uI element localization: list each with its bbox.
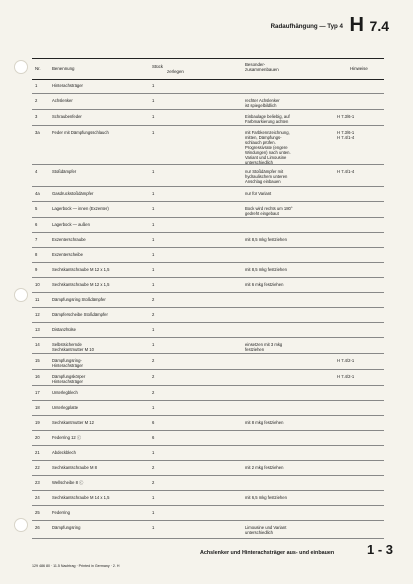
part-quantity: 1 xyxy=(152,222,155,227)
part-name: Sechskantschraube M 8 xyxy=(52,465,97,470)
part-quantity: 1 xyxy=(152,405,155,410)
part-name: Federring xyxy=(52,510,70,515)
table-row xyxy=(32,416,384,431)
table-row xyxy=(32,491,384,506)
part-remark: mit 6,5 mkg festziehen xyxy=(245,495,287,500)
row-number: 3a xyxy=(35,130,40,135)
part-name: Lagerbock — innen (Exzenter) xyxy=(52,206,109,211)
col-disassemble: zerlegen xyxy=(167,69,184,74)
part-quantity: 1 xyxy=(152,342,155,347)
row-number: 26 xyxy=(35,525,40,530)
part-name: Wellscheibe 8 ⓒ xyxy=(52,480,84,485)
section-code xyxy=(350,14,389,37)
part-quantity: 1 xyxy=(152,83,155,88)
col-nr: Nr. xyxy=(35,66,41,71)
row-number: 5 xyxy=(35,206,38,211)
part-reference: H 7.4/2-1 xyxy=(337,358,355,363)
table-row xyxy=(32,233,384,248)
part-reference: H 7.4/2-1 xyxy=(337,374,355,379)
punch-hole-bottom xyxy=(14,518,28,532)
row-number: 10 xyxy=(35,282,40,287)
row-number: 21 xyxy=(35,450,40,455)
table-row xyxy=(32,521,384,539)
row-number: 2 xyxy=(35,98,38,103)
table-row xyxy=(32,187,384,202)
part-name: Federring 12 ⓒ xyxy=(52,435,82,440)
part-quantity: 1 xyxy=(152,510,155,515)
imprint: 129 486 80 · 11.5 Nachtrag · Printed in Germany · 2. H xyxy=(32,564,120,568)
header-title: Radaufhängung — Typ 4 xyxy=(270,23,343,30)
part-name: Dämpfungskörper Hinterachsträger xyxy=(52,374,86,384)
row-number: 7 xyxy=(35,237,38,242)
row-number: 18 xyxy=(35,405,40,410)
table-header xyxy=(32,58,384,80)
table-row xyxy=(32,308,384,323)
table-row xyxy=(32,386,384,401)
part-remark: mit 8,5 mkg festziehen xyxy=(245,237,287,242)
row-number: 23 xyxy=(35,480,40,485)
part-quantity: 1 xyxy=(152,267,155,272)
punch-hole-top xyxy=(14,60,28,74)
part-quantity: 2 xyxy=(152,480,155,485)
table-row xyxy=(32,218,384,233)
col-notes: Hinweise xyxy=(350,66,368,71)
row-number: 4a xyxy=(35,191,40,196)
punch-hole-middle xyxy=(14,288,28,302)
part-quantity: 2 xyxy=(152,465,155,470)
part-quantity: 1 xyxy=(152,327,155,332)
table-row xyxy=(32,370,384,386)
part-name: Sechskantschraube M 12 x 1,5 xyxy=(52,267,110,272)
row-number: 24 xyxy=(35,495,40,500)
row-number: 20 xyxy=(35,435,40,440)
table-row xyxy=(32,126,384,165)
part-remark: nur für Variant xyxy=(245,191,272,196)
row-number: 4 xyxy=(35,169,38,174)
part-name: Gasdruckstoßdämpfer xyxy=(52,191,94,196)
part-name: Unterlegblech xyxy=(52,390,78,395)
part-quantity: 1 xyxy=(152,169,155,174)
row-number: 17 xyxy=(35,390,40,395)
part-remark: Limousine und Variant unterschiedlich xyxy=(245,525,287,535)
table-row xyxy=(32,338,384,354)
part-remark: rechter Achslenker ist spiegelbildlich xyxy=(245,98,280,108)
part-name: Feder mit Dämpfungsschlauch xyxy=(52,130,109,135)
row-number: 14 xyxy=(35,342,40,347)
row-number: 9 xyxy=(35,267,38,272)
part-quantity: 1 xyxy=(152,525,155,530)
table-row xyxy=(32,94,384,110)
row-number: 25 xyxy=(35,510,40,515)
table-row xyxy=(32,165,384,187)
part-reference: H 7.3/6-1 xyxy=(337,114,355,119)
table-row xyxy=(32,446,384,461)
row-number: 12 xyxy=(35,312,40,317)
part-quantity: 1 xyxy=(152,191,155,196)
row-number: 8 xyxy=(35,252,38,257)
table-row xyxy=(32,248,384,263)
part-quantity: 2 xyxy=(152,358,155,363)
part-quantity: 2 xyxy=(152,312,155,317)
part-remark: mit 8,5 mkg festziehen xyxy=(245,267,287,272)
part-name: Sechskantschraube M 12 x 1,5 xyxy=(52,282,110,287)
part-reference: H 7.4/1-4 xyxy=(337,169,355,174)
part-name: Abdeckblech xyxy=(52,450,76,455)
part-quantity: 1 xyxy=(152,98,155,103)
part-quantity: 1 xyxy=(152,450,155,455)
table-row xyxy=(32,506,384,521)
part-name: Schraubenfeder xyxy=(52,114,82,119)
part-name: Lagerbock — außen xyxy=(52,222,90,227)
table-row xyxy=(32,202,384,218)
page-header xyxy=(0,14,413,38)
col-name: Benennung xyxy=(52,66,75,71)
part-quantity: 1 xyxy=(152,206,155,211)
table-row xyxy=(32,461,384,476)
part-remark: mit 6 mkg festziehen xyxy=(245,282,284,287)
part-name: Achslenker xyxy=(52,98,73,103)
table-row xyxy=(32,293,384,308)
row-number: 15 xyxy=(35,358,40,363)
row-number: 6 xyxy=(35,222,38,227)
row-number: 22 xyxy=(35,465,40,470)
col-qty: Stück xyxy=(152,64,163,69)
part-quantity: 1 xyxy=(152,252,155,257)
part-remark: mit Farbkennzeichnung, mitten, Dämpfungs- schlauch prüfen. Progressivrate (engere Windungen) nach unten. Variant und Limousine unterschiedlich xyxy=(245,130,291,165)
table-row xyxy=(32,323,384,338)
page-number: 1 - 3 xyxy=(367,542,394,557)
row-number: 1 xyxy=(35,83,38,88)
table-row xyxy=(32,79,384,94)
parts-table xyxy=(32,79,384,539)
table-row xyxy=(32,354,384,370)
part-name: Exzenterscheibe xyxy=(52,252,83,257)
part-reference: H 7.3/6-1 H 7.4/1-4 xyxy=(337,130,355,140)
table-row xyxy=(32,476,384,491)
part-quantity: 6 xyxy=(152,420,155,425)
row-number: 11 xyxy=(35,297,40,302)
part-remark: einsetzen mit 3 mkg festziehen xyxy=(245,342,283,352)
part-remark: Einbaulage beliebig, auf Farbmarkierung achten xyxy=(245,114,290,124)
part-name: Dämpfungsring- Hinterachsträger xyxy=(52,358,83,368)
table-row xyxy=(32,263,384,278)
part-name: Hinterachsträger xyxy=(52,83,83,88)
part-name: Distanzhülse xyxy=(52,327,76,332)
part-quantity: 2 xyxy=(152,297,155,302)
part-name: Stoßdämpfer xyxy=(52,169,77,174)
part-quantity: 1 xyxy=(152,130,155,135)
part-name: Dämpferscheibe Stoßdämpfer xyxy=(52,312,108,317)
table-row xyxy=(32,278,384,293)
part-remark: nur Stoßdämpfer mit hydraulischem unteren Anschlag einbauen xyxy=(245,169,288,184)
part-remark: mit 2 mkg festziehen xyxy=(245,465,284,470)
part-remark: mit 8 mkg festziehen xyxy=(245,420,284,425)
row-number: 19 xyxy=(35,420,40,425)
col-remarks: Besonder- zusammenbauen xyxy=(245,62,279,72)
part-name: Selbstsichernde Sechskantmutter M 10 xyxy=(52,342,94,352)
part-name: Dämpfungsring xyxy=(52,525,81,530)
part-name: Exzenterschraube xyxy=(52,237,86,242)
row-number: 3 xyxy=(35,114,38,119)
row-number: 16 xyxy=(35,374,40,379)
part-remark: Bock wird rechts um 180° gedreht eingebaut xyxy=(245,206,293,216)
part-quantity: 1 xyxy=(152,495,155,500)
part-quantity: 2 xyxy=(152,374,155,379)
section-number: 7.4 xyxy=(369,18,389,34)
part-name: Dämpfungsring Stoßdämpfer xyxy=(52,297,106,302)
part-quantity: 2 xyxy=(152,390,155,395)
part-quantity: 1 xyxy=(152,114,155,119)
footer-title: Achslenker und Hinterachsträger aus- und einbauen xyxy=(200,550,335,556)
part-name: Sechskantmutter M 12 xyxy=(52,420,94,425)
part-quantity: 1 xyxy=(152,237,155,242)
section-letter: H xyxy=(349,14,364,36)
row-number: 13 xyxy=(35,327,40,332)
table-row xyxy=(32,431,384,446)
table-row xyxy=(32,110,384,126)
part-name: Unterlegplatte xyxy=(52,405,79,410)
part-name: Sechskantschraube M 14 x 1,5 xyxy=(52,495,110,500)
part-quantity: 1 xyxy=(152,282,155,287)
part-quantity: 6 xyxy=(152,435,155,440)
table-row xyxy=(32,401,384,416)
